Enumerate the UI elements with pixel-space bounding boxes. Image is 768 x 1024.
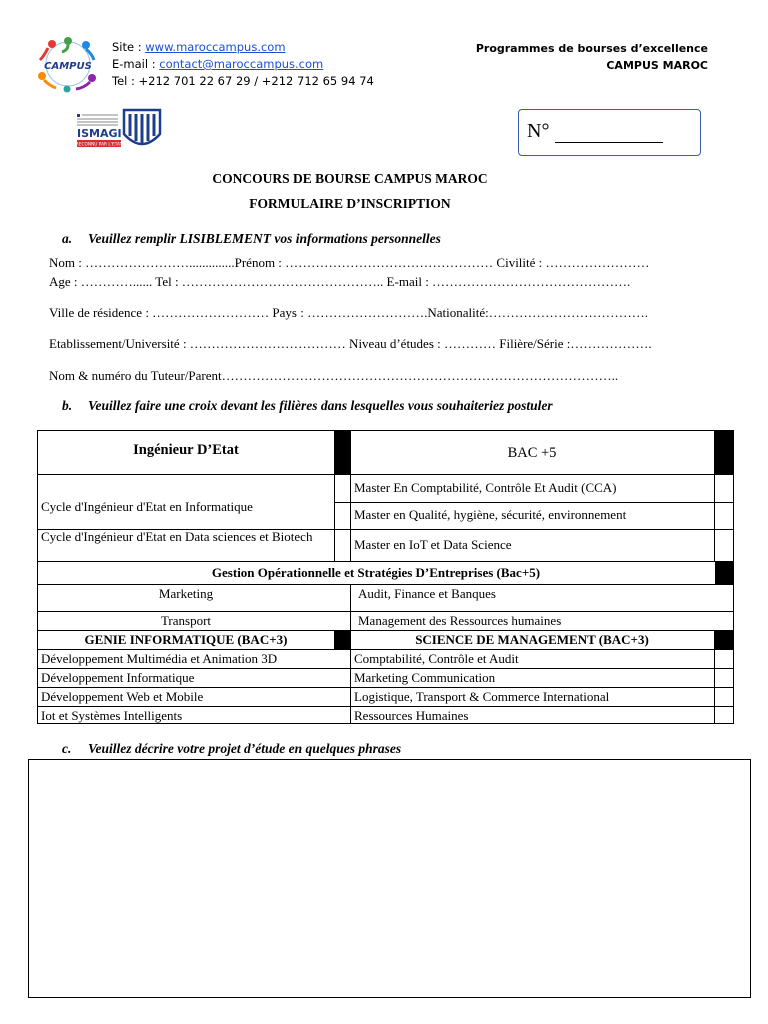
- number-box: [518, 109, 701, 156]
- gestion-header: Gestion Opérationnelle et Stratégies D’Entreprises (Bac+5): [211, 565, 541, 580]
- science-header: SCIENCE DE MANAGEMENT (BAC+3): [415, 632, 649, 647]
- ing-item-info: Cycle d'Ingénieur d'Etat en Informatique: [41, 499, 253, 514]
- ing-header: Ingénieur D’Etat: [133, 442, 239, 458]
- site-label: Site :: [112, 40, 146, 54]
- master-item-cca: Master En Comptabilité, Contrôle Et Audit (CCA): [354, 480, 617, 495]
- org-line: CAMPUS MAROC: [606, 59, 708, 72]
- science-item-marketing: Marketing Communication: [354, 670, 496, 685]
- master-item-qhse: Master en Qualité, hygiène, sécurité, environnement: [354, 507, 627, 522]
- form-title: FORMULAIRE D’INSCRIPTION: [249, 196, 451, 211]
- checkbox-science-compta[interactable]: [715, 650, 733, 668]
- site-line: [112, 39, 374, 56]
- email-link[interactable]: contact@maroccampus.com: [159, 57, 324, 71]
- number-label: N°: [527, 120, 550, 142]
- study-fields-line[interactable]: Etablissement/Université : ……………………………… Niveau d’études : ………… Filière/Série :……………….: [49, 336, 652, 351]
- email-label: E-mail :: [112, 57, 160, 71]
- bac5-header: BAC +5: [507, 445, 557, 461]
- genie-item-multimedia: Développement Multimédia et Animation 3D: [41, 651, 278, 666]
- genie-item-web: Développement Web et Mobile: [41, 689, 204, 704]
- section-a-text: Veuillez remplir LISIBLEMENT vos informations personnelles: [88, 231, 441, 246]
- tel-line: Tel : +212 701 22 67 29 / +212 712 65 94 74: [112, 74, 374, 88]
- campus-logo: [34, 36, 102, 94]
- master-item-iot: Master en IoT et Data Science: [354, 537, 512, 552]
- email-line: [112, 56, 374, 73]
- checkbox-science-logistique[interactable]: [715, 688, 733, 706]
- identity-fields-line[interactable]: Nom : ……………………..............Prénom : ………………………………………… Civilité : ……………………: [49, 255, 650, 270]
- checkbox-master-qhse[interactable]: [715, 503, 733, 529]
- ismagi-logo: [76, 108, 162, 154]
- svg-text:RECONNU PAR L'ETAT: RECONNU PAR L'ETAT: [76, 142, 123, 148]
- checkbox-science-rh[interactable]: [715, 707, 733, 724]
- checkbox-science-marketing[interactable]: [715, 669, 733, 687]
- gestion-item-marketing: Marketing: [158, 586, 214, 601]
- residence-fields-line[interactable]: Ville de résidence : ……………………… Pays : ……………………….Nationalité:……………………………….: [49, 305, 648, 320]
- contact-block: [112, 39, 374, 90]
- gestion-item-audit: Audit, Finance et Banques: [358, 586, 496, 601]
- checkbox-master-cca[interactable]: [715, 475, 733, 502]
- contest-title: CONCOURS DE BOURSE CAMPUS MAROC: [212, 171, 488, 186]
- section-c-text: Veuillez décrire votre projet d’étude en quelques phrases: [88, 741, 402, 756]
- program-heading: [476, 40, 708, 74]
- site-link[interactable]: www.maroccampus.com: [145, 40, 286, 54]
- gestion-item-rh: Management des Ressources humaines: [358, 613, 562, 628]
- study-project-textarea[interactable]: [28, 759, 751, 998]
- genie-item-dev: Développement Informatique: [41, 670, 195, 685]
- svg-text:CAMPUS: CAMPUS: [44, 61, 92, 72]
- checkbox-ing-data[interactable]: [335, 530, 350, 561]
- svg-text:ISMAGI: ISMAGI: [77, 127, 122, 140]
- section-b-text: Veuillez faire une croix devant les filières dans lesquelles vous souhaiteriez postuler: [88, 398, 553, 413]
- science-item-logistique: Logistique, Transport & Commerce International: [354, 689, 610, 704]
- section-b-heading: [62, 398, 553, 414]
- science-item-rh: Ressources Humaines: [354, 708, 469, 723]
- section-a-heading: [62, 231, 441, 247]
- checkbox-master-iot[interactable]: [715, 530, 733, 561]
- section-a-letter: a.: [62, 231, 73, 246]
- section-c-letter: c.: [62, 741, 72, 756]
- contact-fields-line[interactable]: Age : …………...... Tel : ……………………………………….. E-mail : ……………………………………….: [49, 274, 631, 289]
- genie-header: GENIE INFORMATIQUE (BAC+3): [84, 632, 288, 647]
- guardian-field-line[interactable]: Nom & numéro du Tuteur/Parent………………………………………………………………………………..: [49, 368, 619, 383]
- program-line: Programmes de bourses d’excellence: [475, 42, 708, 55]
- programs-table: [37, 430, 734, 724]
- section-c-heading: [62, 741, 401, 757]
- gestion-item-transport: Transport: [160, 613, 212, 628]
- section-b-letter: b.: [62, 398, 73, 413]
- science-item-compta: Comptabilité, Contrôle et Audit: [354, 651, 519, 666]
- ing-item-data: Cycle d'Ingénieur d'Etat en Data sciences et Biotech: [41, 529, 313, 544]
- number-field[interactable]: [555, 125, 663, 143]
- genie-item-iot: Iot et Systèmes Intelligents: [41, 708, 183, 723]
- checkbox-ing-info[interactable]: [335, 475, 350, 529]
